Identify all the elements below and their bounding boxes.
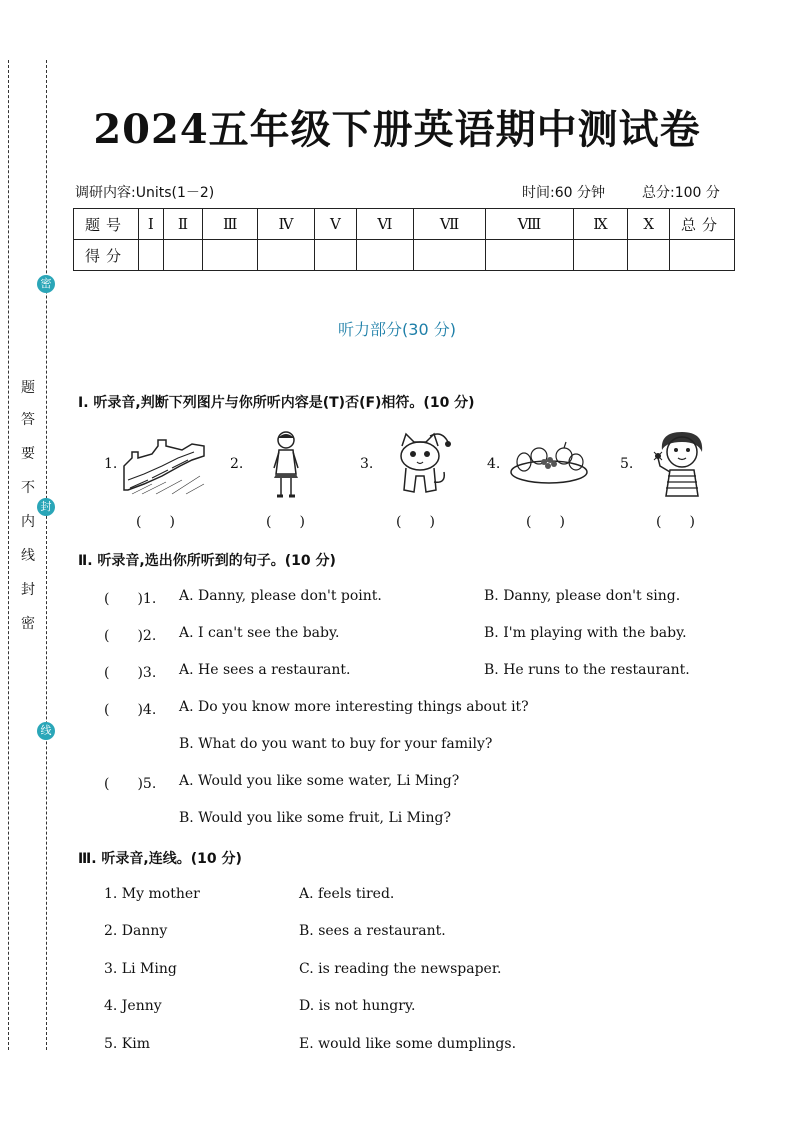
pic-number-3: 3. [360,456,374,472]
score-cell[interactable] [314,240,356,271]
score-cell[interactable] [203,240,258,271]
seal-text-yao: 要 [21,446,35,462]
part2-option-5b: B. Would you like some fruit, Li Ming? [179,810,451,826]
part2-heading: Ⅱ. 听录音,选出你所听到的句子。(10 分) [78,553,336,569]
seal-text-ti: 题 [21,380,35,396]
seal-text-bu: 不 [21,480,35,496]
match-left-5[interactable]: 5. Kim [104,1036,151,1052]
part2-option-2b: B. I'm playing with the baby. [484,625,687,641]
answer-paren-1[interactable]: ( ) [136,514,175,530]
cat-icon [390,432,454,502]
part2-option-2a: A. I can't see the baby. [179,625,340,641]
part2-option-5a: A. Would you like some water, Li Ming? [179,773,460,789]
seal-text-nei: 内 [21,514,35,530]
part2-option-3b: B. He runs to the restaurant. [484,662,690,678]
part2-option-1b: B. Danny, please don't sing. [484,588,681,604]
score-cell[interactable] [573,240,628,271]
col-1: Ⅰ [139,209,164,240]
answer-paren-4[interactable]: ( ) [526,514,565,530]
col-9: Ⅸ [573,209,628,240]
score-cell[interactable] [163,240,203,271]
great-wall-icon [122,436,206,500]
col-3: Ⅲ [203,209,258,240]
score-cell[interactable] [413,240,485,271]
match-left-1[interactable]: 1. My mother [104,886,200,902]
match-right-e[interactable]: E. would like some dumplings. [299,1036,517,1052]
seal-text-feng: 封 [21,582,35,598]
match-right-c[interactable]: C. is reading the newspaper. [299,961,502,977]
match-left-2[interactable]: 2. Danny [104,923,168,939]
answer-paren-3[interactable]: ( ) [396,514,435,530]
seal-circle-mi: 密 [37,275,55,293]
seal-text-mi: 密 [21,616,35,632]
seal-text-da: 答 [21,412,35,428]
match-right-a[interactable]: A. feels tired. [299,886,395,902]
score-row [74,240,735,271]
part2-label-2[interactable]: ( )2. [104,628,157,644]
part2-label-3[interactable]: ( )3. [104,665,157,681]
part3-heading: Ⅲ. 听录音,连线。(10 分) [78,851,242,867]
total-score: 总分:100 分 [642,185,720,201]
col-4: Ⅳ [258,209,315,240]
part2-label-4[interactable]: ( )4. [104,702,157,718]
col-2: Ⅱ [163,209,203,240]
part2-label-1[interactable]: ( )1. [104,591,157,607]
seal-circle-feng: 封 [37,498,55,516]
row-label-score: 得分 [74,240,139,271]
col-5: Ⅴ [314,209,356,240]
score-cell[interactable] [356,240,413,271]
girl-standing-icon [266,430,306,506]
score-cell[interactable] [628,240,670,271]
seal-text-xian: 线 [21,548,35,564]
col-7: Ⅶ [413,209,485,240]
match-right-d[interactable]: D. is not hungry. [299,998,416,1014]
binding-dashed-line-inner [46,60,47,1050]
pic-number-2: 2. [230,456,244,472]
score-cell[interactable] [258,240,315,271]
pic-number-5: 5. [620,456,634,472]
answer-paren-2[interactable]: ( ) [266,514,305,530]
col-8: Ⅷ [486,209,573,240]
score-cell[interactable] [139,240,164,271]
part2-option-1a: A. Danny, please don't point. [179,588,382,604]
col-10: Ⅹ [628,209,670,240]
girl-eating-icon [648,430,712,502]
col-6: Ⅵ [356,209,413,240]
fruit-plate-icon [508,440,590,490]
page-title: 2024五年级下册英语期中测试卷 [93,106,701,153]
part1-heading: Ⅰ. 听录音,判断下列图片与你所听内容是(T)否(F)相符。(10 分) [78,395,475,411]
part2-option-4a: A. Do you know more interesting things about it? [179,699,529,715]
survey-content: 调研内容:Units(1－2) [75,185,215,201]
question-number-row [74,209,735,240]
section-title: 听力部分(30 分) [338,320,456,339]
binding-dashed-line [8,60,9,1050]
match-left-4[interactable]: 4. Jenny [104,998,162,1014]
exam-time: 时间:60 分钟 [522,185,605,201]
col-total: 总分 [670,209,735,240]
part2-option-4b: B. What do you want to buy for your family? [179,736,493,752]
part2-label-5[interactable]: ( )5. [104,776,157,792]
score-cell[interactable] [486,240,573,271]
answer-paren-5[interactable]: ( ) [656,514,695,530]
pic-number-1: 1. [104,456,118,472]
match-left-3[interactable]: 3. Li Ming [104,961,177,977]
pic-number-4: 4. [487,456,501,472]
score-cell-total[interactable] [670,240,735,271]
part2-option-3a: A. He sees a restaurant. [179,662,351,678]
score-table [73,208,735,271]
match-right-b[interactable]: B. sees a restaurant. [299,923,446,939]
seal-circle-xian: 线 [37,722,55,740]
row-label-question: 题号 [74,209,139,240]
